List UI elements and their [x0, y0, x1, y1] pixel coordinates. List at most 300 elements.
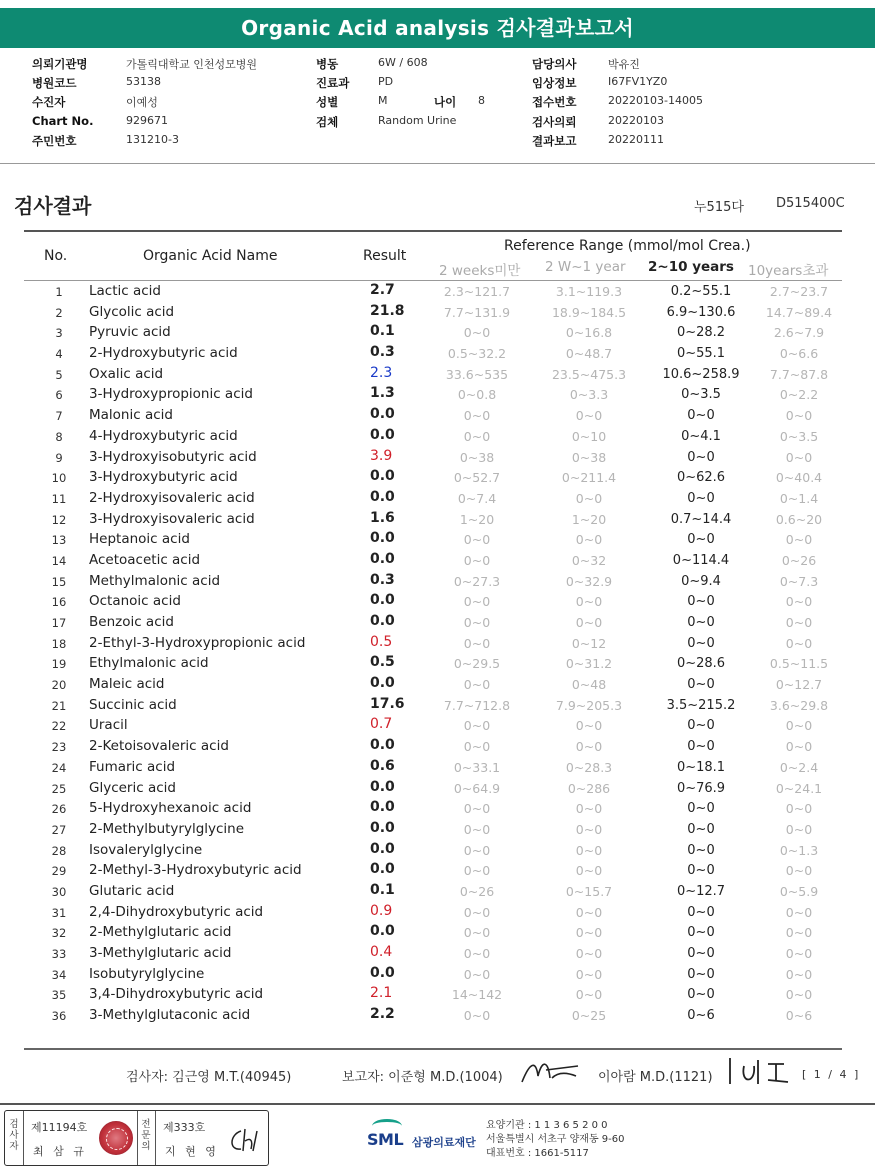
result-value: 0.4 — [370, 944, 393, 960]
organic-acid-name: 2-Methylglutaric acid — [89, 924, 232, 941]
reference-2-10y: 6.9~130.6 — [666, 304, 736, 320]
header-result: Result — [363, 248, 407, 264]
tester-signature: 검사자: 김근영 M.T.(40945) — [126, 1070, 292, 1085]
result-value: 0.3 — [370, 344, 395, 361]
reference-2w-1y: 0~32.9 — [565, 573, 613, 589]
report-title: Organic Acid analysis 검사결과보고서 — [0, 8, 875, 48]
organic-acid-name: Succinic acid — [89, 696, 177, 713]
reference-2weeks: 0~52.7 — [453, 470, 501, 486]
organic-acid-name: Oxalic acid — [89, 365, 164, 382]
reference-over10y: 14.7~89.4 — [765, 304, 833, 320]
red-seal-icon — [99, 1121, 133, 1155]
reference-2weeks: 0~0 — [463, 615, 491, 630]
reference-2-10y: 0~0 — [687, 615, 715, 630]
result-value: 0.7 — [370, 716, 393, 733]
reference-over10y: 0~12.7 — [775, 677, 823, 693]
organic-acid-name: 4-Hydroxybutyric acid — [89, 427, 238, 444]
result-value: 0.1 — [370, 881, 395, 898]
row-number: 22 — [51, 719, 67, 734]
row-number: 6 — [55, 388, 63, 403]
row-number: 35 — [51, 988, 67, 1003]
row-number: 32 — [51, 926, 67, 941]
organic-acid-name: Heptanoic acid — [89, 531, 190, 548]
reference-over10y: 0~0 — [785, 863, 813, 879]
label-test-request-date: 검사의뢰 — [532, 115, 577, 129]
sml-logo: SML — [367, 1130, 404, 1149]
row-number: 17 — [51, 616, 67, 630]
header-age-2weeks: 2 weeks미만 — [439, 263, 521, 279]
reference-2-10y: 0~28.6 — [676, 656, 726, 672]
reference-2w-1y: 0~0 — [575, 594, 603, 610]
doctor2-signature: 이아람 M.D.(1121) — [598, 1070, 713, 1085]
reference-2-10y: 0~0 — [687, 863, 715, 879]
row-number: 34 — [51, 967, 67, 982]
reference-2w-1y: 0~0 — [575, 615, 603, 630]
reference-2w-1y: 0~0 — [575, 946, 603, 961]
lab-phone: 대표번호 : 1661-5117 — [486, 1148, 589, 1159]
reference-2w-1y: 0~25 — [571, 1008, 607, 1024]
reference-2w-1y: 0~10 — [571, 428, 607, 444]
organic-acid-name: Pyruvic acid — [89, 324, 171, 341]
reference-2w-1y: 0~0 — [575, 408, 603, 424]
row-number: 24 — [51, 760, 67, 775]
reference-over10y: 3.6~29.8 — [769, 697, 829, 713]
divider — [0, 163, 875, 164]
row-number: 18 — [51, 636, 67, 651]
reference-2-10y: 0~0 — [687, 925, 715, 941]
reference-2weeks: 0~0 — [463, 594, 491, 610]
reference-2-10y: 0~0 — [687, 490, 715, 506]
result-value: 0.0 — [370, 550, 395, 567]
result-value: 0.9 — [370, 902, 393, 919]
row-number: 9 — [55, 450, 63, 465]
label-clinical-info: 임상정보 — [532, 76, 577, 90]
reference-2weeks: 0~0.8 — [457, 387, 497, 403]
result-value: 1.3 — [370, 385, 395, 402]
table-row — [24, 323, 842, 344]
reference-2weeks: 0~0 — [463, 801, 491, 817]
organic-acid-name: Methylmalonic acid — [89, 572, 221, 589]
result-value: 0.3 — [370, 571, 395, 588]
organic-acid-name: Glyceric acid — [89, 779, 176, 796]
reference-2-10y: 0.2~55.1 — [670, 284, 732, 299]
reference-2-10y: 0~0 — [687, 987, 715, 1003]
reference-2-10y: 0~4.1 — [681, 428, 721, 444]
reference-2-10y: 0~0 — [687, 966, 715, 982]
row-number: 4 — [55, 347, 63, 362]
cert-tester-name: 최 삼 규 — [33, 1145, 87, 1158]
row-number: 16 — [51, 595, 67, 610]
reference-over10y: 0~0 — [785, 987, 813, 1003]
table-row — [24, 716, 842, 737]
reference-2w-1y: 0~0 — [575, 925, 603, 941]
value-ward: 6W / 608 — [378, 56, 428, 69]
label-requesting-institution: 의뢰기관명 — [32, 57, 88, 71]
reference-2w-1y: 0~0 — [575, 821, 603, 837]
row-number: 5 — [55, 367, 63, 382]
reference-over10y: 0~3.5 — [779, 428, 819, 444]
specialist-handwritten-signature-icon — [227, 1125, 263, 1155]
reference-2-10y: 0~0 — [687, 821, 715, 837]
organic-acid-name: 3-Hydroxyisovaleric acid — [89, 510, 255, 527]
lab-organization-name: 삼광의료재단 — [412, 1136, 476, 1149]
value-result-report-date: 20220111 — [608, 133, 664, 146]
reference-2weeks: 0~0 — [463, 677, 491, 693]
reference-2-10y: 0~0 — [687, 904, 715, 920]
reference-2weeks: 0~27.3 — [453, 573, 501, 589]
row-number: 19 — [51, 657, 67, 672]
table-row — [24, 344, 842, 365]
table-row — [24, 696, 842, 717]
table-row — [24, 675, 842, 696]
reference-2weeks: 7.7~712.8 — [443, 697, 511, 713]
reference-over10y: 0~1.3 — [779, 842, 819, 858]
result-value: 1.6 — [370, 509, 395, 526]
reference-2w-1y: 0~3.3 — [569, 387, 609, 403]
reference-2weeks: 1~20 — [459, 511, 495, 527]
label-attending-doctor: 담당의사 — [532, 57, 577, 71]
reference-over10y: 0.6~20 — [775, 511, 823, 527]
reference-2w-1y: 7.9~205.3 — [555, 697, 623, 713]
reference-2-10y: 0~62.6 — [676, 470, 726, 486]
reference-over10y: 0~6.6 — [779, 346, 819, 362]
table-row — [24, 820, 842, 841]
organic-acid-name: 3,4-Dihydroxybutyric acid — [89, 986, 264, 1003]
reference-over10y: 0~7.3 — [779, 573, 819, 589]
value-attending-doctor: 박유진 — [608, 58, 640, 71]
value-resident-number: 131210-3 — [126, 133, 179, 146]
table-row — [24, 406, 842, 427]
table-row — [24, 944, 842, 965]
reference-2-10y: 0~0 — [687, 739, 715, 755]
reference-2weeks: 0~0 — [463, 428, 491, 444]
reference-2w-1y: 0~0 — [575, 801, 603, 817]
organic-acid-name: 2-Methyl-3-Hydroxybutyric acid — [89, 862, 302, 879]
result-value: 0.0 — [370, 613, 395, 629]
result-value: 2.3 — [370, 364, 393, 381]
reference-2-10y: 0~28.2 — [676, 325, 726, 341]
table-bottom-border — [24, 1048, 842, 1050]
reference-2-10y: 0~0 — [687, 532, 715, 548]
table-row — [24, 965, 842, 986]
table-row — [24, 385, 842, 406]
reference-2w-1y: 0~0 — [575, 904, 603, 920]
reference-2w-1y: 0~15.7 — [565, 883, 613, 899]
table-row — [24, 634, 842, 655]
row-number: 11 — [51, 491, 67, 506]
reference-2w-1y: 0~211.4 — [561, 470, 617, 486]
table-row — [24, 758, 842, 779]
result-value: 2.1 — [370, 985, 393, 1002]
organic-acid-name: Benzoic acid — [89, 614, 174, 630]
reference-2w-1y: 0~0 — [575, 532, 603, 548]
table-row — [24, 489, 842, 510]
row-number: 8 — [55, 429, 63, 444]
value-test-request-date: 20220103 — [608, 114, 664, 127]
cert-specialist-name: 지 현 영 — [165, 1145, 219, 1158]
row-number: 21 — [51, 698, 67, 713]
reporter-signature: 보고자: 이준형 M.D.(1004) — [342, 1070, 503, 1085]
table-row — [24, 592, 842, 613]
result-value: 0.0 — [370, 468, 395, 485]
organic-acid-name: Acetoacetic acid — [89, 551, 201, 568]
result-value: 21.8 — [370, 302, 405, 319]
reference-2w-1y: 0~12 — [571, 635, 607, 651]
row-number: 27 — [51, 822, 67, 837]
reference-over10y: 7.7~87.8 — [769, 366, 829, 382]
header-age-2w-1y: 2 W~1 year — [545, 259, 626, 275]
reference-2-10y: 0~0 — [687, 842, 715, 858]
section-title: 검사결과 — [14, 194, 92, 218]
reference-2-10y: 0~0 — [687, 677, 715, 693]
reference-over10y: 0~0 — [785, 904, 813, 920]
result-value: 0.5 — [370, 633, 393, 650]
row-number: 20 — [51, 678, 67, 693]
reference-2weeks: 0~7.4 — [457, 490, 497, 506]
organic-acid-name: Fumaric acid — [89, 758, 176, 775]
result-value: 0.0 — [370, 592, 395, 609]
reference-over10y: 0~0 — [785, 821, 813, 837]
reference-over10y: 0~0 — [785, 408, 813, 424]
reference-2weeks: 0~0 — [463, 966, 491, 982]
table-row — [24, 365, 842, 386]
organic-acid-name: Isobutyrylglycine — [89, 965, 205, 982]
result-value: 0.0 — [370, 530, 395, 547]
table-row — [24, 861, 842, 882]
lab-info — [486, 1119, 625, 1161]
row-number: 7 — [55, 409, 63, 424]
reference-over10y: 0~0 — [785, 635, 813, 651]
reference-2-10y: 0~0 — [687, 801, 715, 817]
reference-2-10y: 0~0 — [687, 449, 715, 465]
reference-2weeks: 0~29.5 — [453, 656, 501, 672]
organic-acid-name: 2-Hydroxybutyric acid — [89, 345, 238, 362]
value-department: PD — [378, 75, 394, 88]
organic-acid-name: 3-Methylglutaconic acid — [89, 1007, 251, 1024]
reference-over10y: 0~0 — [785, 966, 813, 982]
reference-2weeks: 7.7~131.9 — [443, 304, 511, 320]
result-value: 0.0 — [370, 819, 395, 836]
table-row — [24, 779, 842, 800]
label-ward: 병동 — [316, 57, 339, 71]
certification-box — [4, 1110, 269, 1166]
reference-2w-1y: 0~0 — [575, 718, 603, 734]
result-value: 0.0 — [370, 426, 395, 443]
table-row — [24, 510, 842, 531]
reference-2w-1y: 0~28.3 — [565, 759, 613, 775]
organic-acid-name: 5-Hydroxyhexanoic acid — [89, 800, 252, 817]
row-number: 33 — [51, 947, 67, 961]
organic-acid-name: 2-Hydroxyisovaleric acid — [89, 489, 255, 506]
reference-2weeks: 0~0 — [463, 408, 491, 424]
row-number: 3 — [55, 326, 63, 341]
label-age: 나이 — [434, 95, 457, 109]
label-chart-no: Chart No. — [32, 114, 94, 128]
reference-2weeks: 2.3~121.7 — [443, 284, 511, 299]
reference-over10y: 0~5.9 — [779, 883, 819, 899]
reference-2-10y: 0~0 — [687, 718, 715, 734]
header-reference-range: Reference Range (mmol/mol Crea.) — [504, 238, 751, 254]
reference-2-10y: 0~6 — [687, 1008, 715, 1024]
cert-tester-label: 검사자 — [9, 1119, 19, 1152]
reference-over10y: 0~0 — [785, 946, 813, 961]
result-value: 2.7 — [370, 282, 395, 298]
table-row — [24, 427, 842, 448]
value-age: 8 — [478, 94, 485, 107]
table-row — [24, 903, 842, 924]
reference-2w-1y: 0~286 — [567, 780, 611, 796]
label-patient-name: 수진자 — [32, 95, 66, 109]
reference-2-10y: 0~3.5 — [681, 387, 721, 403]
label-department: 진료과 — [316, 76, 350, 90]
reference-over10y: 0~26 — [781, 552, 817, 568]
header-age-2-10y: 2~10 years — [648, 259, 734, 275]
organic-acid-name: 2-Ethyl-3-Hydroxypropionic acid — [89, 634, 306, 651]
label-hospital-code: 병원코드 — [32, 76, 77, 90]
header-age-over10y: 10years초과 — [748, 263, 829, 279]
reference-over10y: 0~0 — [785, 615, 813, 630]
result-value: 0.0 — [370, 964, 395, 981]
reference-2weeks: 0~0 — [463, 842, 491, 858]
row-number: 15 — [51, 574, 67, 589]
table-row — [24, 737, 842, 758]
row-number: 12 — [51, 512, 67, 527]
value-receipt-number: 20220103-14005 — [608, 94, 703, 107]
reference-over10y: 0~0 — [785, 594, 813, 610]
result-value: 0.5 — [370, 654, 395, 671]
reference-over10y: 0~2.4 — [779, 759, 819, 775]
row-number: 29 — [51, 864, 67, 879]
row-number: 2 — [55, 305, 63, 320]
reference-2w-1y: 0~0 — [575, 966, 603, 982]
page-number: [ 1 / 4 ] — [802, 1068, 861, 1081]
table-row — [24, 882, 842, 903]
row-number: 30 — [51, 884, 67, 899]
insurance-code: 누515다 — [694, 200, 744, 215]
table-row — [24, 923, 842, 944]
table-header-border — [24, 280, 842, 281]
doctor2-handwritten-signature-icon — [724, 1054, 794, 1088]
value-hospital-code: 53138 — [126, 75, 161, 88]
reference-2w-1y: 23.5~475.3 — [551, 366, 627, 382]
reference-2weeks: 0~0 — [463, 821, 491, 837]
reference-2weeks: 0~0 — [463, 904, 491, 920]
table-row — [24, 613, 842, 634]
reference-over10y: 0~40.4 — [775, 470, 823, 486]
reference-2weeks: 0~0 — [463, 552, 491, 568]
result-value: 0.0 — [370, 799, 395, 816]
reference-2weeks: 0~0 — [463, 1008, 491, 1024]
result-value: 0.0 — [370, 861, 395, 878]
organic-acid-name: Ethylmalonic acid — [89, 655, 209, 672]
table-row — [24, 448, 842, 469]
reference-over10y: 0~0 — [785, 449, 813, 465]
reference-2-10y: 0~0 — [687, 946, 715, 961]
result-value: 17.6 — [370, 695, 405, 712]
reference-over10y: 0~0 — [785, 925, 813, 941]
reference-over10y: 2.7~23.7 — [769, 284, 829, 299]
table-row — [24, 282, 842, 303]
reference-2weeks: 0.5~32.2 — [447, 346, 507, 362]
row-number: 23 — [51, 740, 67, 755]
reference-2-10y: 0~18.1 — [676, 759, 726, 775]
row-number: 10 — [51, 471, 67, 486]
organic-acid-name: 2-Methylbutyrylglycine — [89, 820, 245, 837]
organic-acid-name: 3-Methylglutaric acid — [89, 945, 232, 961]
result-value: 0.0 — [370, 488, 395, 505]
label-receipt-number: 접수번호 — [532, 95, 577, 109]
row-number: 26 — [51, 802, 67, 817]
reference-2weeks: 0~0 — [463, 718, 491, 734]
table-row — [24, 551, 842, 572]
reference-2w-1y: 1~20 — [571, 511, 607, 527]
result-value: 0.0 — [370, 840, 395, 857]
table-row — [24, 303, 842, 324]
label-specimen: 검체 — [316, 115, 339, 129]
organic-acid-name: 2,4-Dihydroxybutyric acid — [89, 903, 264, 920]
row-number: 36 — [51, 1009, 67, 1024]
reference-2w-1y: 0~0 — [575, 863, 603, 879]
reference-2-10y: 0~12.7 — [676, 883, 726, 899]
result-rows — [24, 282, 842, 1027]
reference-2-10y: 0~9.4 — [681, 573, 721, 589]
reference-over10y: 0~2.2 — [779, 387, 819, 403]
reference-2w-1y: 0~0 — [575, 739, 603, 755]
organic-acid-name: Glutaric acid — [89, 882, 175, 899]
reference-2w-1y: 0~48.7 — [565, 346, 613, 362]
value-specimen: Random Urine — [378, 114, 457, 127]
table-row — [24, 985, 842, 1006]
reference-2w-1y: 18.9~184.5 — [551, 304, 627, 320]
row-number: 1 — [55, 285, 63, 299]
organic-acid-name: Lactic acid — [89, 283, 161, 299]
result-value: 0.1 — [370, 323, 395, 340]
cert-specialist-label: 전문의 — [141, 1119, 151, 1152]
table-row — [24, 841, 842, 862]
reference-2-10y: 3.5~215.2 — [666, 697, 736, 713]
lab-address: 서울특별시 서초구 양재동 9-60 — [486, 1134, 625, 1145]
value-patient-name: 이예성 — [126, 96, 158, 109]
organic-acid-name: 3-Hydroxypropionic acid — [89, 386, 253, 403]
table-row — [24, 468, 842, 489]
row-number: 13 — [51, 533, 67, 548]
value-requesting-institution: 가톨릭대학교 인천성모병원 — [126, 58, 258, 71]
cert-tester-number: 제11194호 — [31, 1121, 88, 1134]
reference-2w-1y: 0~38 — [571, 449, 607, 465]
row-number: 14 — [51, 553, 67, 568]
table-row — [24, 530, 842, 551]
reference-2-10y: 0~55.1 — [676, 346, 726, 362]
result-value: 0.0 — [370, 675, 395, 692]
reference-2w-1y: 0~0 — [575, 987, 603, 1003]
reference-2-10y: 0~76.9 — [676, 780, 726, 796]
value-clinical-info: I67FV1YZ0 — [608, 75, 668, 88]
reference-2-10y: 0~0 — [687, 594, 715, 610]
reference-2weeks: 0~26 — [459, 883, 495, 899]
organic-acid-name: Glycolic acid — [89, 303, 175, 320]
table-row — [24, 799, 842, 820]
reference-2-10y: 0~0 — [687, 635, 715, 651]
reference-over10y: 0~0 — [785, 739, 813, 755]
row-number: 25 — [51, 781, 67, 796]
reference-2weeks: 0~0 — [463, 739, 491, 755]
value-sex: M — [378, 94, 388, 107]
test-code: D515400C — [776, 196, 845, 211]
result-value: 0.0 — [370, 923, 395, 940]
lab-institution-code: 요양기관 : 1 1 3 6 5 2 0 0 — [486, 1120, 608, 1131]
organic-acid-name: Uracil — [89, 717, 128, 734]
reference-2weeks: 0~0 — [463, 325, 491, 341]
